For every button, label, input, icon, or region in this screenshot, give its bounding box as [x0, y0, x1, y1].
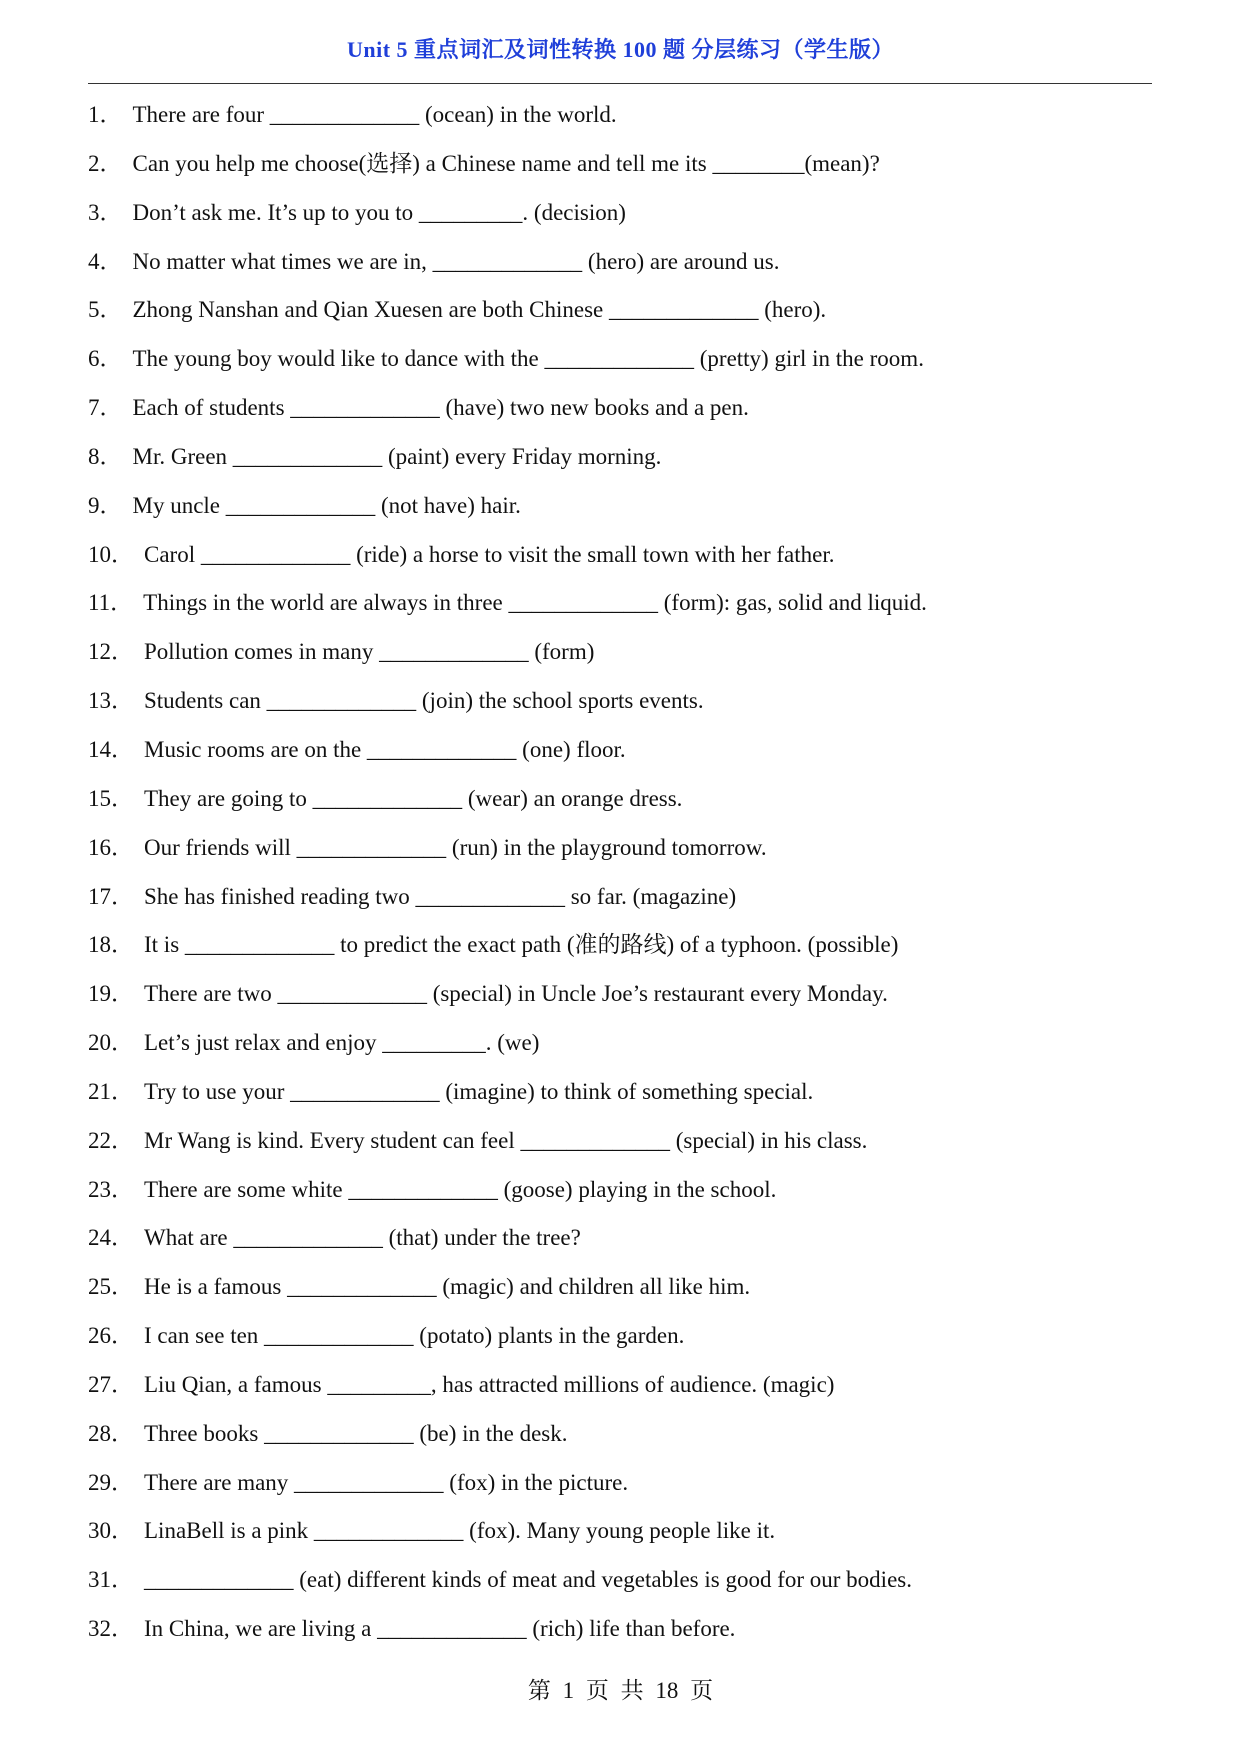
question-item — [88, 1171, 1152, 1220]
question-text: My uncle _____________ (not have) hair. — [132, 492, 521, 518]
question-number: 7． — [88, 395, 123, 421]
question-item — [88, 1219, 1152, 1268]
question-number: 12． — [88, 639, 134, 665]
question-item — [88, 829, 1152, 878]
question-item — [88, 1512, 1152, 1561]
page-title: Unit 5 重点词汇及词性转换 100 题 分层练习（学生版） — [346, 37, 895, 62]
question-number: 31． — [88, 1567, 134, 1593]
question-text: Try to use your _____________ (imagine) to think of something special. — [144, 1078, 814, 1104]
question-text: Mr Wang is kind. Every student can feel _____________ (special) in his class. — [144, 1127, 868, 1153]
question-item — [88, 1317, 1152, 1366]
question-item — [88, 1415, 1152, 1464]
question-text: Each of students _____________ (have) two new books and a pen. — [132, 395, 749, 421]
question-number: 30． — [88, 1518, 134, 1544]
question-number: 2． — [88, 150, 123, 176]
question-number: 27． — [88, 1371, 134, 1397]
question-item — [88, 1561, 1152, 1610]
question-text: Our friends will _____________ (run) in the playground tomorrow. — [144, 834, 767, 860]
question-text: It is _____________ to predict the exact path (准的路线) of a typhoon. (possible) — [144, 932, 899, 958]
question-item — [88, 878, 1152, 927]
question-text: There are two _____________ (special) in Uncle Joe’s restaurant every Monday. — [144, 981, 888, 1007]
question-item — [88, 145, 1152, 194]
question-number: 19． — [88, 981, 134, 1007]
question-number: 32． — [88, 1616, 134, 1642]
question-text: _____________ (eat) different kinds of meat and vegetables is good for our bodies. — [144, 1567, 912, 1593]
question-number: 29． — [88, 1469, 134, 1495]
question-text: They are going to _____________ (wear) an orange dress. — [144, 785, 683, 811]
question-text: He is a famous _____________ (magic) and children all like him. — [144, 1274, 751, 1300]
question-item — [88, 1268, 1152, 1317]
question-text: The young boy would like to dance with the _____________ (pretty) girl in the room. — [132, 346, 924, 372]
question-text: Three books _____________ (be) in the desk. — [144, 1420, 568, 1446]
question-text: Things in the world are always in three _____________ (form): gas, solid and liquid. — [143, 590, 927, 616]
question-number: 15． — [88, 785, 134, 811]
question-item — [88, 780, 1152, 829]
question-item — [88, 243, 1152, 292]
question-text: There are many _____________ (fox) in the picture. — [144, 1469, 629, 1495]
question-number: 21． — [88, 1078, 134, 1104]
question-item — [88, 389, 1152, 438]
question-number: 5． — [88, 297, 123, 323]
question-text: Students can _____________ (join) the school sports events. — [144, 688, 704, 714]
question-text: Let’s just relax and enjoy _________. (we) — [144, 1030, 540, 1056]
question-item — [88, 96, 1152, 145]
question-number: 4． — [88, 248, 123, 274]
question-text: I can see ten _____________ (potato) plants in the garden. — [144, 1323, 685, 1349]
question-item — [88, 1122, 1152, 1171]
question-item — [88, 633, 1152, 682]
question-text: Don’t ask me. It’s up to you to _________. (decision) — [132, 199, 626, 225]
question-number: 16． — [88, 834, 134, 860]
question-item — [88, 1610, 1152, 1659]
question-item — [88, 682, 1152, 731]
header-divider — [88, 83, 1152, 84]
question-text: Liu Qian, a famous _________, has attracted millions of audience. (magic) — [144, 1371, 835, 1397]
question-item — [88, 926, 1152, 975]
question-number: 22． — [88, 1127, 134, 1153]
question-list — [88, 96, 1152, 1659]
question-text: Zhong Nanshan and Qian Xuesen are both Chinese _____________ (hero). — [132, 297, 827, 323]
question-text: There are some white _____________ (goose) playing in the school. — [144, 1176, 777, 1202]
question-number: 6． — [88, 346, 123, 372]
question-item — [88, 1073, 1152, 1122]
question-number: 14． — [88, 736, 134, 762]
question-item — [88, 438, 1152, 487]
question-item — [88, 340, 1152, 389]
question-item — [88, 1464, 1152, 1513]
question-item — [88, 975, 1152, 1024]
question-item — [88, 1024, 1152, 1073]
question-number: 24． — [88, 1225, 134, 1251]
page-number: 第 1 页 共 18 页 — [527, 1678, 714, 1703]
question-text: There are four _____________ (ocean) in the world. — [132, 102, 617, 127]
question-number: 17． — [88, 883, 134, 909]
question-number: 26． — [88, 1323, 134, 1349]
question-text: Carol _____________ (ride) a horse to visit the small town with her father. — [144, 541, 835, 567]
question-text: In China, we are living a _____________ (rich) life than before. — [144, 1616, 736, 1642]
question-number: 23． — [88, 1176, 134, 1202]
question-text: She has finished reading two _____________ so far. (magazine) — [144, 883, 737, 909]
question-number: 25． — [88, 1274, 134, 1300]
question-item — [88, 194, 1152, 243]
question-number: 11． — [88, 590, 134, 616]
question-item — [88, 584, 1152, 633]
question-number: 9． — [88, 492, 123, 518]
question-number: 3． — [88, 199, 123, 225]
question-text: No matter what times we are in, _____________ (hero) are around us. — [132, 248, 780, 274]
question-text: Music rooms are on the _____________ (one) floor. — [144, 736, 626, 762]
question-text: Can you help me choose(选择) a Chinese name and tell me its ________(mean)? — [132, 150, 880, 176]
question-number: 8． — [88, 443, 123, 469]
question-text: Pollution comes in many _____________ (form) — [144, 639, 595, 665]
question-item — [88, 536, 1152, 585]
question-number: 20． — [88, 1030, 134, 1056]
question-item — [88, 291, 1152, 340]
question-number: 13． — [88, 688, 134, 714]
question-number: 28． — [88, 1420, 134, 1446]
question-text: What are _____________ (that) under the tree? — [144, 1225, 581, 1251]
question-text: LinaBell is a pink _____________ (fox). Many young people like it. — [144, 1518, 776, 1544]
question-text: Mr. Green _____________ (paint) every Friday morning. — [132, 443, 662, 469]
question-item — [88, 731, 1152, 780]
question-number: 1． — [88, 102, 123, 127]
question-number: 18． — [88, 932, 134, 958]
question-number: 10． — [88, 541, 134, 567]
question-item — [88, 1366, 1152, 1415]
question-item — [88, 487, 1152, 536]
